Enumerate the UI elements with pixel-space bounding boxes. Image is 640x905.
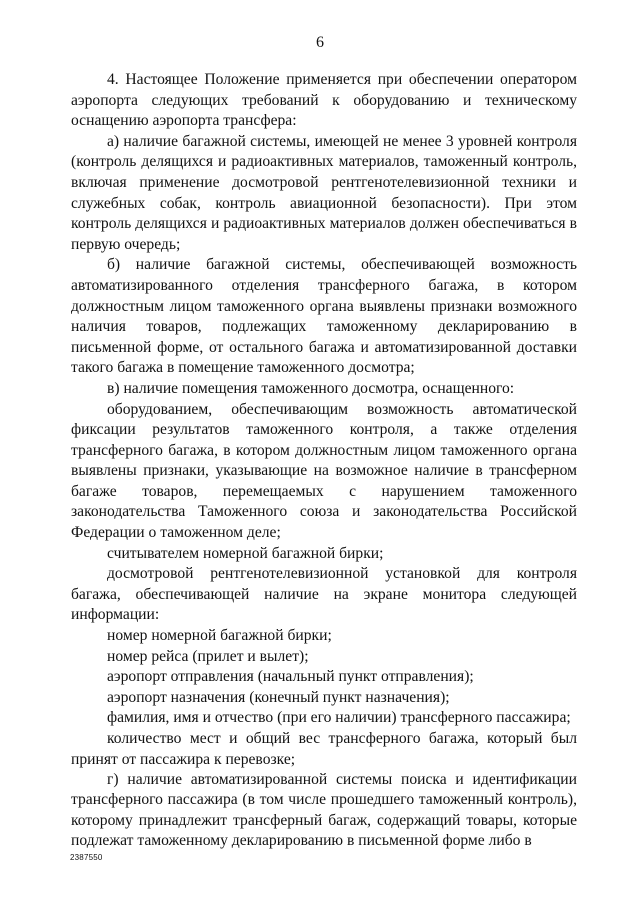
paragraph-tag-reader: считывателем номерной багажной бирки; — [107, 544, 384, 562]
list-item-passenger-name: фамилия, имя и отчество (при его наличии) трансферного пассажира; — [107, 709, 571, 727]
page-number: 6 — [316, 34, 324, 51]
paragraph-item-g: г) наличие автоматизированной системы поиска и идентификации трансферного пассажира (в том числе прошедшего таможенный контроль), которому принадлежит трансферный багаж, содержащий товары, которые подлежат таможенному декларированию в письменной форме либо в — [71, 771, 577, 849]
list-item-departure-airport: аэропорт отправления (начальный пункт отправления); — [107, 668, 474, 686]
list-item-destination-airport: аэропорт назначения (конечный пункт назначения); — [107, 688, 450, 706]
paragraph-item-b: б) наличие багажной системы, обеспечивающей возможность автоматизированного отделения трансферного багажа, в котором должностным лицом таможенного органа выявлены признаки возможного наличия товаров, подлежащих таможенному декларированию в письменной форме, от остального багажа и автоматизированной доставки такого багажа в помещение таможенного досмотра; — [71, 256, 577, 377]
paragraph-item-a: а) наличие багажной системы, имеющей не менее 3 уровней контроля (контроль делящихся и радиоактивных материалов, таможенный контроль, включая применение досмотровой рентгенотелевизионной техники и служебных собак, контроль авиационной безопасности). При этом контроль делящихся и радиоактивных материалов должен обеспечиваться в первую очередь; — [71, 132, 577, 253]
paragraph-4-intro: 4. Настоящее Положение применяется при обеспечении оператором аэропорта следующих требований к оборудованию и техническому оснащению аэропорта трансфера: — [71, 71, 577, 130]
list-item-tag-number: номер номерной багажной бирки; — [107, 627, 332, 645]
document-body — [71, 70, 577, 851]
list-item-flight-number: номер рейса (прилет и вылет); — [107, 647, 309, 665]
document-code: 2387550 — [70, 853, 103, 862]
list-item-baggage-count-weight: количество мест и общий вес трансферного багажа, который был принят от пассажира к перевозке; — [71, 730, 577, 768]
paragraph-equipment: оборудованием, обеспечивающим возможность автоматической фиксации результатов таможенного контроля, а также отделения трансферного багажа, в котором должностным лицом таможенного органа выявлены признаки, указывающие на возможное наличие в трансферном багаже товаров, перемещаемых с нарушением таможенного законодательства Таможенного союза и законодательства Российской Федерации о таможенном деле; — [71, 400, 577, 542]
paragraph-item-v: в) наличие помещения таможенного досмотра, оснащенного: — [107, 379, 515, 397]
paragraph-xray-unit: досмотровой рентгенотелевизионной установкой для контроля багажа, обеспечивающей наличие на экране монитора следующей информации: — [71, 565, 577, 624]
